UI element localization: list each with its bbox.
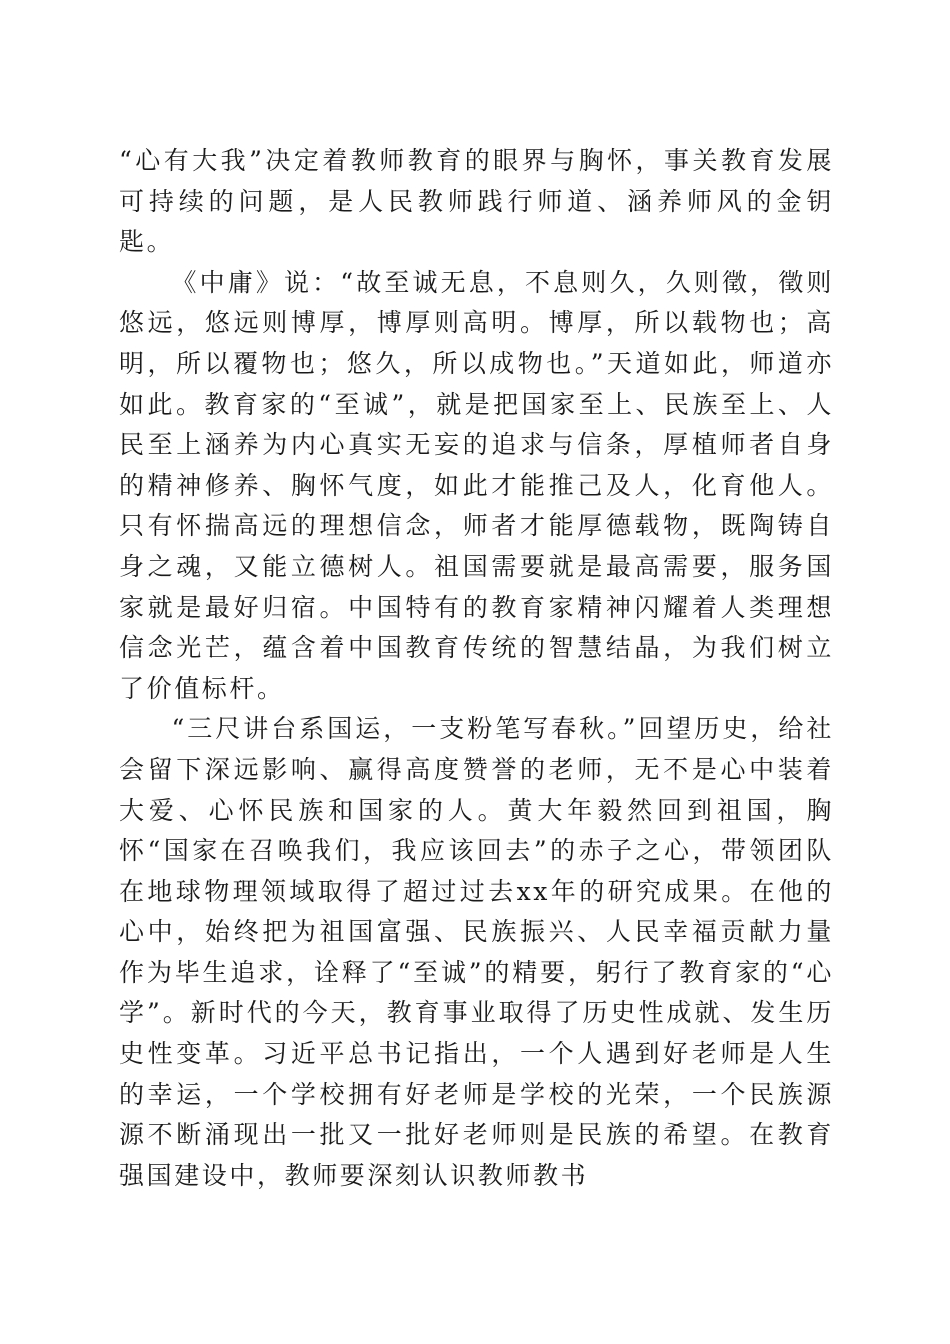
body-text bbox=[119, 141, 834, 1196]
paragraph-3: “三尺讲台系国运，一支粉笔写春秋。”回望历史，给社会留下深远影响、赢得高度赞誉的老师，无不是心中装着大爱、心怀民族和国家的人。黄大年毅然回到祖国，胸怀“国家在召唤我们，我应该回去”的赤子之心，带领团队在地球物理领域取得了超过过去xx年的研究成果。在他的心中，始终把为祖国富强、民族振兴、人民幸福贡献力量作为毕生追求，诠释了“至诚”的精要，躬行了教育家的“心学”。新时代的今天，教育事业取得了历史性成就、发生历史性变革。习近平总书记指出，一个人遇到好老师是人生的幸运，一个学校拥有好老师是学校的光荣，一个民族源源不断涌现出一批又一批好老师则是民族的希望。在教育强国建设中，教师要深刻认识教师教书 bbox=[119, 714, 834, 1190]
paragraph-1: “心有大我”决定着教师教育的眼界与胸怀，事关教育发展可持续的问题，是人民教师践行师道、涵养师风的金钥匙。 bbox=[119, 146, 834, 257]
paragraph-2: 《中庸》说：“故至诚无息，不息则久，久则徵，徵则悠远，悠远则博厚，博厚则高明。博厚，所以载物也；高明，所以覆物也；悠久，所以成物也。”天道如此，师道亦如此。教育家的“至诚”，就是把国家至上、民族至上、人民至上涵养为内心真实无妄的追求与信条，厚植师者自身的精神修养、胸怀气度，如此才能推己及人，化育他人。只有怀揣高远的理想信念，师者才能厚德载物，既陶铸自身之魂，又能立德树人。祖国需要就是最高需要，服务国家就是最好归宿。中国特有的教育家精神闪耀着人类理想信念光芒，蕴含着中国教育传统的智慧结晶，为我们树立了价值标杆。 bbox=[119, 267, 834, 703]
